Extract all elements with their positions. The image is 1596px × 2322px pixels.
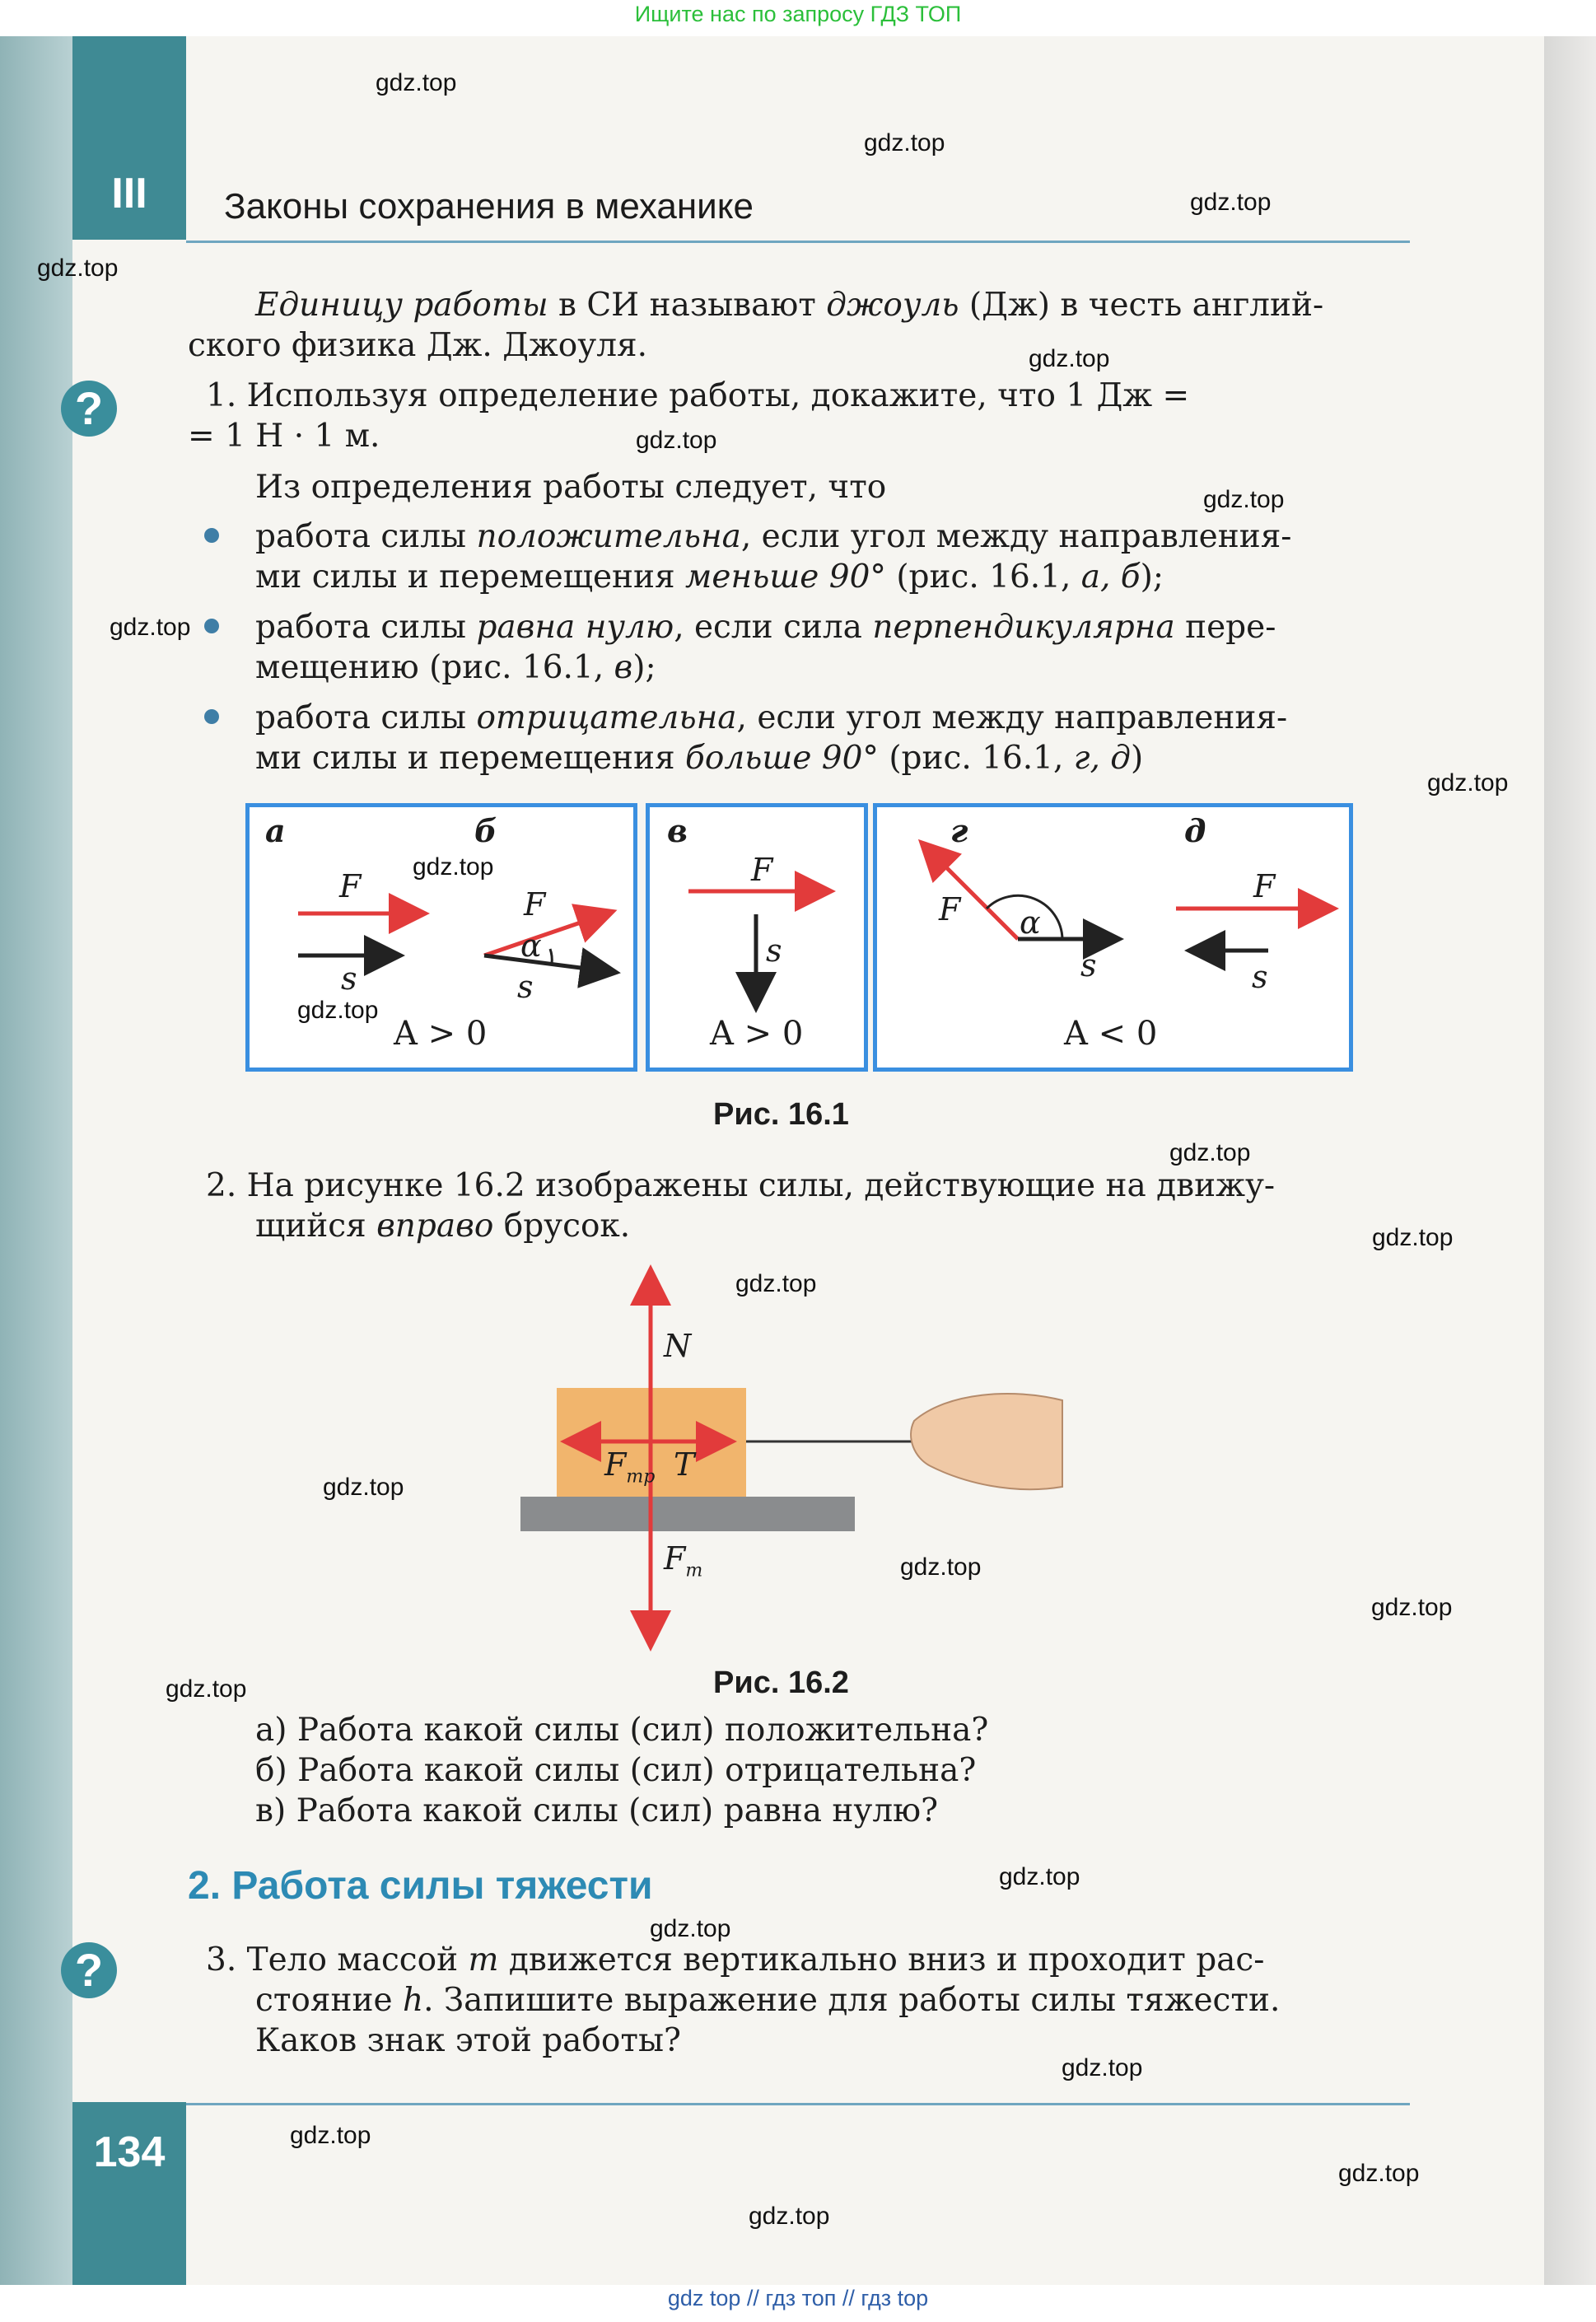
bullet-2-line-1: работа силы равна нулю, если сила перпендикулярна пере- [255,609,1276,646]
intro-line-2: ского физика Дж. Джоуля. [188,327,647,364]
figure-letter: а [265,812,286,849]
watermark: gdz.top [37,255,119,282]
watermark: gdz.top [1203,486,1285,513]
watermark: gdz.top [1169,1139,1251,1166]
watermark: gdz.top [749,2203,830,2230]
figure-letter: д [1184,812,1206,849]
figure-letter: в [667,812,688,849]
bullet-2-line-2: мещению (рис. 16.1, в); [255,649,656,686]
watermark: gdz.top [735,1270,817,1297]
watermark: gdz.top [650,1915,731,1942]
chapter-number: III [111,170,147,217]
work-formula: A > 0 [394,1015,488,1053]
question-2-line-1: 2. На рисунке 16.2 изображены силы, действующие на движу- [206,1167,1276,1204]
question-2-line-2: щийся вправо брусок. [255,1208,631,1245]
question-icon: ? [61,381,117,437]
watermark: gdz.top [1062,2054,1143,2081]
watermark: gdz.top [1371,1594,1453,1621]
bullet-3-line-1: работа силы отрицательна, если угол между направления- [255,699,1288,736]
watermark: gdz.top [999,1863,1080,1890]
chapter-title: Законы сохранения в механике [224,186,754,227]
force-label: F [339,868,362,904]
watermark: gdz.top [636,427,717,454]
hand-illustration [911,1394,1062,1489]
watermark: gdz.top [166,1675,247,1703]
question-3-line-1: 3. Тело массой m движется вертикально вниз и проходит рас- [206,1941,1265,1979]
displacement-label: s [1080,947,1097,983]
watermark: gdz.top [1029,345,1110,372]
question-a: а) Работа какой силы (сил) положительна? [255,1712,989,1749]
figure-16-2-caption: Рис. 16.2 [713,1666,849,1700]
watermark: gdz.top [1190,189,1272,216]
watermark: gdz.top [864,129,945,157]
page-number: 134 [93,2128,166,2176]
force-label: F [751,852,773,888]
work-formula: A < 0 [1064,1015,1158,1053]
angle-label: α [1020,904,1041,941]
footer-rule [186,2103,1410,2105]
force-label: F [524,886,546,923]
question-3-line-3: Каков знак этой работы? [255,2022,681,2059]
displacement-label: s [1252,959,1268,995]
watermark: gdz.top [323,1474,404,1501]
watermark: gdz.top [376,69,457,96]
displacement-label: s [517,969,534,1005]
tension-force-label: T [674,1446,695,1483]
watermark: gdz.top [290,2122,371,2149]
intro-line-1: Единицу работы в СИ называют джоуль (Дж) в честь англий- [255,287,1324,324]
figure-letter: б [474,812,497,849]
bottom-banner[interactable]: gdz top // гдз топ // гдз top [667,2286,929,2310]
watermark: gdz.top [900,1553,982,1581]
watermark: gdz.top [413,853,494,881]
question-b: б) Работа какой силы (сил) отрицательна? [255,1752,977,1789]
angle-label: α [520,927,542,964]
question-1-line-1: 1. Используя определение работы, докажите, что 1 Дж = [206,377,1190,414]
watermark: gdz.top [1372,1224,1454,1251]
gravity-force-label: $F_т$ [664,1540,703,1581]
question-icon: ? [61,1942,117,1998]
force-label: F [939,891,961,927]
figure-16-1-caption: Рис. 16.1 [713,1097,849,1132]
bullet-1-line-2: ми силы и перемещения меньше 90° (рис. 16.1, а, б); [255,558,1164,596]
displacement-label: s [341,960,357,997]
bullet-1-line-1: работа силы положительна, если угол между направления- [255,518,1292,555]
force-label: F [1253,868,1276,904]
question-1-line-2: = 1 Н · 1 м. [188,418,380,455]
displacement-label: s [766,932,782,969]
question-3-line-2: стояние h. Запишите выражение для работы силы тяжести. [255,1982,1281,2019]
bullet-3-line-2: ми силы и перемещения больше 90° (рис. 16.1, г, д) [255,740,1144,777]
question-c: в) Работа какой силы (сил) равна нулю? [255,1792,938,1829]
work-formula: A > 0 [710,1015,804,1053]
watermark: gdz.top [110,614,191,641]
section-title: 2. Работа силы тяжести [188,1864,653,1908]
top-banner[interactable]: Ищите нас по запросу ГДЗ ТОП [634,2,962,26]
watermark: gdz.top [297,997,379,1024]
watermark: gdz.top [1338,2160,1420,2187]
normal-force-label: N [664,1328,692,1364]
figure-letter: г [950,812,968,849]
watermark: gdz.top [1427,769,1509,797]
friction-force-label: $F_{тр}$ [604,1446,656,1488]
definition-intro: Из определения работы следует, что [255,469,887,506]
